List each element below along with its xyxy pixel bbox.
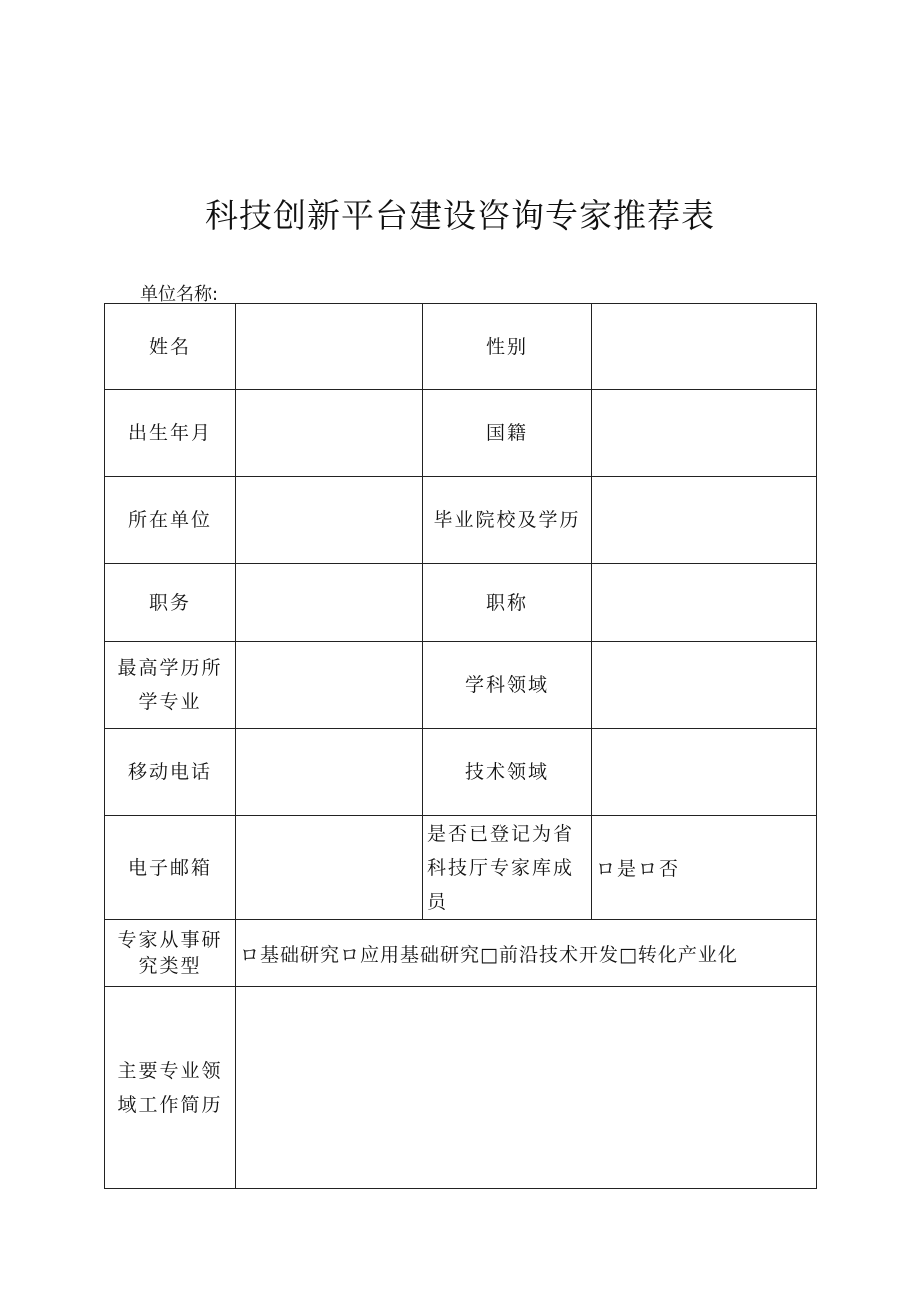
email-label: 电子邮箱 [105,816,236,920]
table-row [105,304,817,390]
unit-name-label: 单位名称: [140,284,219,305]
table-row [105,642,817,729]
recommendation-form-table [104,303,817,1189]
form-title: 科技创新平台建设咨询专家推荐表 [205,196,715,235]
registered-label: 是否已登记为省科技厅专家库成员 [423,816,592,920]
school-degree-label: 毕业院校及学历 [423,477,592,564]
title-rank-label: 职称 [423,564,592,642]
school-degree-value[interactable] [592,477,817,564]
position-value[interactable] [236,564,423,642]
gender-label: 性别 [423,304,592,390]
discipline-value[interactable] [592,642,817,729]
resume-label: 主要专业领域工作简历 [105,987,236,1189]
mobile-label: 移动电话 [105,729,236,816]
nationality-value[interactable] [592,390,817,477]
birth-value[interactable] [236,390,423,477]
major-value[interactable] [236,642,423,729]
title-rank-value[interactable] [592,564,817,642]
research-type-label: 专家从事研究类型 [105,920,236,987]
name-label: 姓名 [105,304,236,390]
table-row [105,987,817,1189]
research-type-options[interactable]: ロ基础研究ロ应用基础研究□前沿技术开发□转化产业化 [236,920,817,987]
table-row [105,816,817,920]
name-value[interactable] [236,304,423,390]
major-label: 最高学历所学专业 [105,642,236,729]
employer-label: 所在单位 [105,477,236,564]
tech-field-label: 技术领域 [423,729,592,816]
employer-value[interactable] [236,477,423,564]
mobile-value[interactable] [236,729,423,816]
gender-value[interactable] [592,304,817,390]
table-row [105,390,817,477]
table-row [105,920,817,987]
position-label: 职务 [105,564,236,642]
tech-field-value[interactable] [592,729,817,816]
birth-label: 出生年月 [105,390,236,477]
nationality-label: 国籍 [423,390,592,477]
resume-value[interactable] [236,987,817,1189]
discipline-label: 学科领域 [423,642,592,729]
table-row [105,477,817,564]
table-row [105,729,817,816]
table-row [105,564,817,642]
email-value[interactable] [236,816,423,920]
registered-options[interactable]: ロ是ロ否 [592,816,817,920]
